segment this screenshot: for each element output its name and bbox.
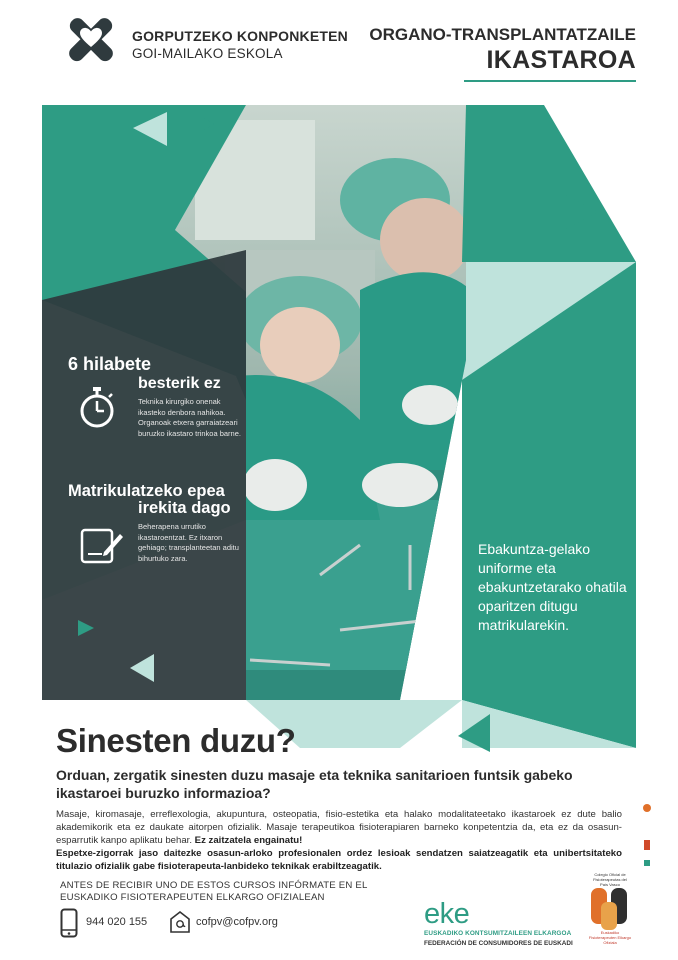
stopwatch-icon [78, 386, 116, 428]
course-title-line1: ORGANO-TRANSPLANTATZAILE [369, 25, 636, 44]
duration-title: 6 hilabete [68, 354, 152, 374]
enrollment-subtitle: irekita dago [138, 499, 231, 517]
info-notice: ANTES DE RECIBIR UNO DE ESTOS CURSOS INFÓRMATE EN EL EUSKADIKO FISIOTERAPEUTEN ELKARGO OFIZIALEAN [60, 880, 368, 903]
side-logo-strip [640, 800, 654, 910]
eke-name-spanish: FEDERACIÓN DE CONSUMIDORES DE EUSKADI [424, 940, 573, 947]
mobile-phone-icon [60, 908, 78, 938]
eke-name-basque: EUSKADIKO KONTSUMITZAILEEN ELKARGOA [424, 930, 572, 937]
eke-logo: eke [424, 898, 470, 930]
school-name-line2: GOI-MAILAKO ESKOLA [132, 46, 283, 61]
phone-number[interactable]: 944 020 155 [86, 916, 148, 928]
duration-description: Teknika kirurgiko onenak ikasteko denbora nahikoa. Organoak etxera garraiatzeari buruzko ikastaro trinkoa barne. [138, 397, 241, 438]
email-at-icon [169, 910, 191, 934]
gift-offer-text: Ebakuntza-gelako uniforme eta ebakuntzetarako ohatila oparitzen ditugu matrikularekin. [478, 541, 627, 633]
warning-text: Ez zaitzatela engainatu! [194, 835, 303, 846]
main-subtitle: Orduan, zergatik sinesten duzu masaje eta teknika sanitarioen funtsik gabeko ikastaroei buruzko informazioa? [56, 767, 573, 801]
body-text: Masaje, kiromasaje, erreflexologia, akupuntura, osteopatia, fisio-estetika eta halako modalitateetako ikastaroek ez dute balio akademikorik eta ez daukate aitorpen ofizialik. Masaje terapeutikoa fisioterapiaren barneko konpetentzia da, eta ez da osasun-esparrutik kanpo aplikatu behar. [56, 809, 622, 846]
main-question: Sinesten duzu? [56, 722, 296, 759]
cofpv-name-spanish: Colegio Oficial de Fisioterapeutas del País Vasco [593, 872, 627, 887]
document-pen-icon [80, 526, 124, 566]
duration-subtitle: besterik ez [138, 375, 221, 392]
enrollment-description: Beherapena urrutiko ikastaroentzat. Ez itxaron gehiago; transplanteetan aditu bihurtuko zara. [138, 522, 239, 563]
body-paragraph [56, 808, 622, 873]
course-title-line2: IKASTAROA [486, 46, 636, 74]
school-name-line1: GORPUTZEKO KONPONKETEN [132, 28, 348, 44]
enrollment-title: Matrikulatzeko epea [68, 482, 225, 500]
cofpv-name-basque: Euskadiko Fisioterapeuten Elkargo Ofiziala [588, 930, 632, 945]
penalty-text: Espetxe-zigorrak jaso daitezke osasun-arloko profesionalen ordez lesioak sendatzen saiatzeagatik eta unibertsitateko titulazio ofizialik gabe fisioterapeuta-lanbideko teknikak erabiltzeagatik. [56, 848, 622, 872]
email-address[interactable]: cofpv@cofpv.org [196, 916, 278, 928]
